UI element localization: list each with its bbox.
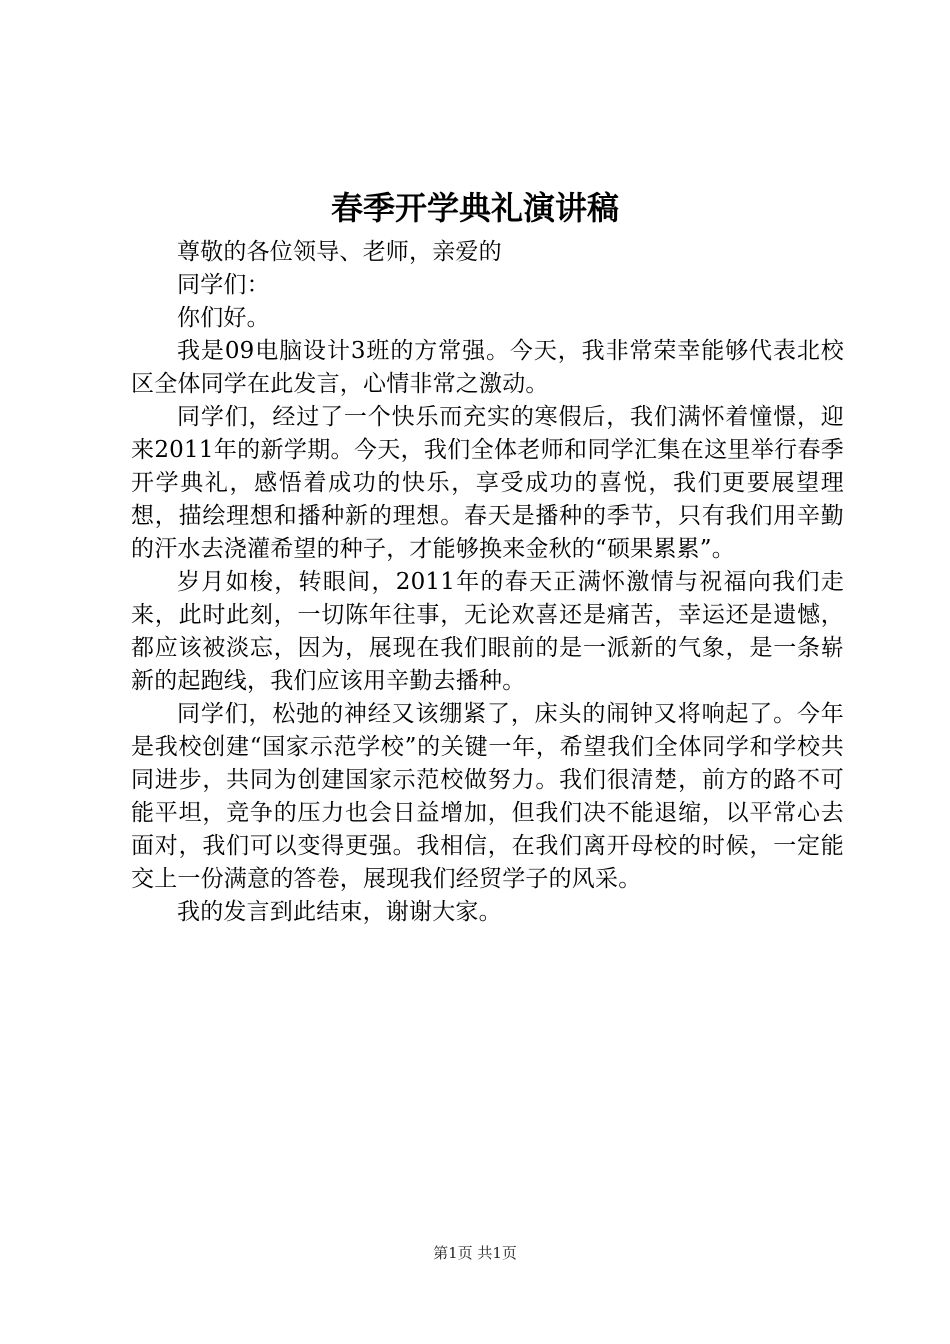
paragraph-demonstration-school: 同学们，松弛的神经又该绷紧了，床头的闹钟又将响起了。今年是我校创建“国家示范学校”的关键一年，希望我们全体同学和学校共同进步，共同为创建国家示范校做努力。我们很清楚，前方的路不可能平坦，竞争的压力也会日益增加，但我们决不能退缩，以平常心去面对，我们可以变得更强。我相信，在我们离开母校的时候，一定能交上一份满意的答卷，展现我们经贸学子的风采。 [131, 701, 844, 892]
paragraph-closing: 我的发言到此结束，谢谢大家。 [177, 899, 502, 925]
page-number-footer: 第1页 共1页 [433, 1244, 517, 1262]
paragraph-new-semester: 同学们，经过了一个快乐而充实的寒假后，我们满怀着憧憬，迎来2011年的新学期。今天，我们全体老师和同学汇集在这里举行春季开学典礼，感悟着成功的快乐，享受成功的喜悦，我们更要展望理想，描绘理想和播种新的理想。春天是播种的季节，只有我们用辛勤的汗水去浇灌希望的种子，才能够换来金秋的“硕果累累”。 [131, 404, 844, 562]
paragraph-time-flies: 岁月如梭，转眼间，2011年的春天正满怀激情与祝福向我们走来，此时此刻，一切陈年往事，无论欢喜还是痛苦，幸运还是遗憾，都应该被淡忘，因为，展现在我们眼前的是一派新的气象，是一条崭新的起跑线，我们应该用辛勤去播种。 [131, 569, 844, 694]
document-body [131, 236, 844, 929]
salutation-line-1: 尊敬的各位领导、老师，亲爱的 [177, 239, 502, 265]
document-title: 春季开学典礼演讲稿 [330, 189, 619, 227]
greeting: 你们好。 [177, 305, 270, 331]
paragraph-introduction: 我是09电脑设计3班的方常强。今天，我非常荣幸能够代表北校区全体同学在此发言，心情非常之激动。 [131, 338, 844, 397]
salutation-line-2: 同学们： [177, 272, 270, 298]
